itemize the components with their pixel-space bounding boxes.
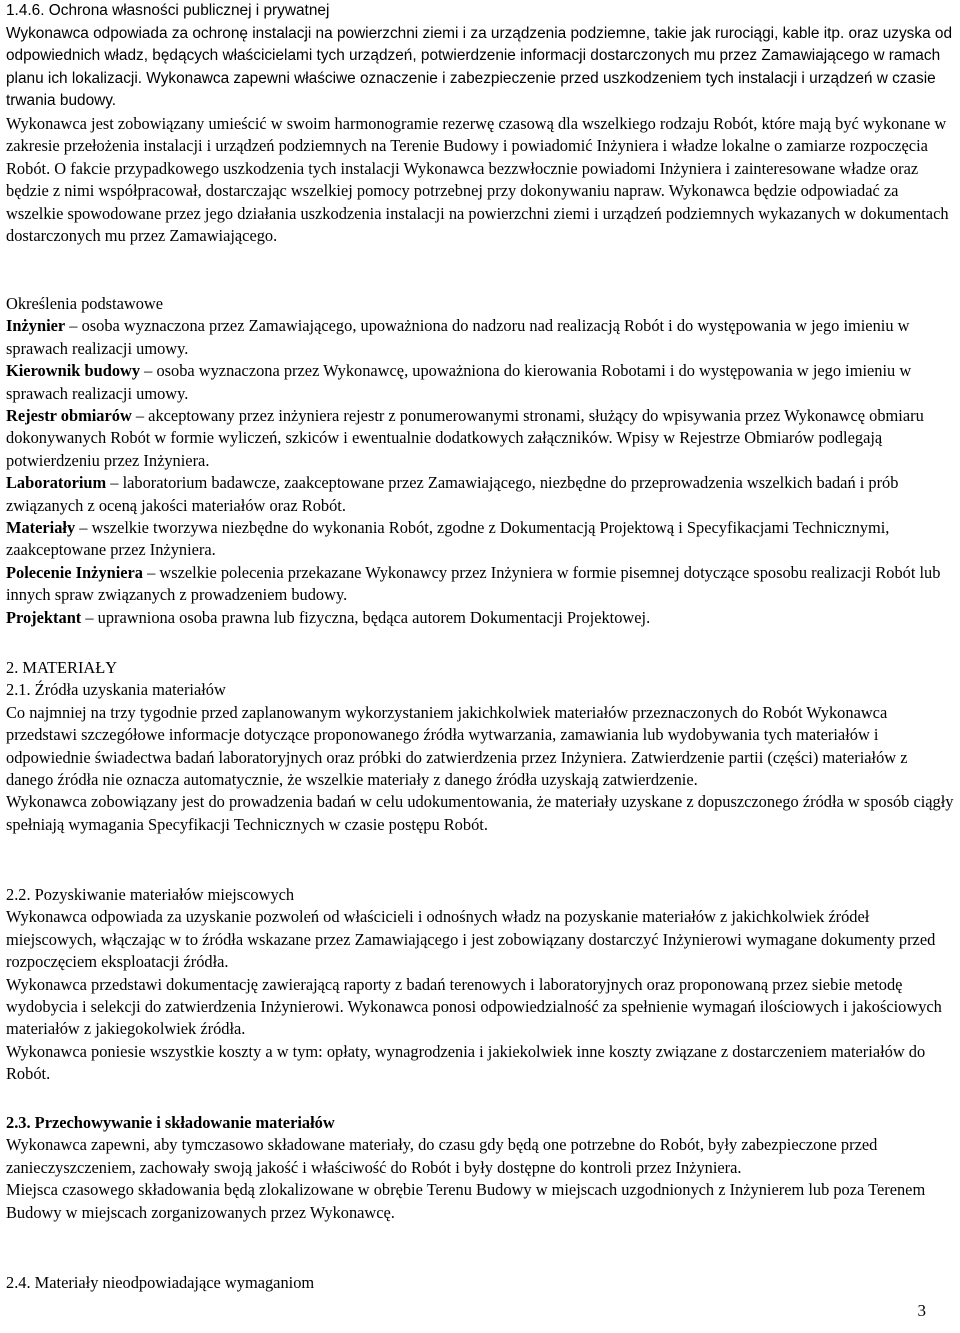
subsection-heading: 2.1. Źródła uzyskania materiałów <box>6 680 226 700</box>
definition-item <box>6 360 956 405</box>
definition-text: – wszelkie tworzywa niezbędne do wykonania Robót, zgodne z Dokumentacją Projektową i Specyfikacjami Technicznymi, zaakceptowane przez Inżyniera. <box>6 518 890 560</box>
section-heading: 2. MATERIAŁY <box>6 658 118 677</box>
definition-item <box>6 472 956 517</box>
definition-item <box>6 315 956 360</box>
definition-item <box>6 562 956 607</box>
definition-item <box>6 405 956 472</box>
section-2-3 <box>6 1112 956 1224</box>
definitions-section <box>6 293 956 629</box>
definition-term: Inżynier <box>6 316 66 336</box>
definition-term: Materiały <box>6 518 76 538</box>
paragraph: Wykonawca zobowiązany jest do prowadzenia badań w celu udokumentowania, że materiały uzyskane z dopuszczonego źródła w sposób ciągły spełniają wymagania Specyfikacji Technicznych w czasie postępu Robót. <box>6 792 954 834</box>
definition-term: Rejestr obmiarów <box>6 406 132 426</box>
section-2-materials <box>6 657 956 836</box>
section-1-4-6-continued <box>6 113 956 247</box>
paragraph: Wykonawca przedstawi dokumentację zawierającą raporty z badań terenowych i laboratoryjnych oraz proponowaną przez siebie metodę wydobycia i selekcji do zatwierdzenia Inżynierowi. Wykonawca ponosi odpowiedzialność za spełnienie wymagań ilościowych i jakościowych materiałów z jakiegokolwiek źródła. <box>6 974 942 1039</box>
definition-text: – uprawniona osoba prawna lub fizyczna, będąca autorem Dokumentacji Projektowej. <box>81 607 651 627</box>
paragraph: Wykonawca odpowiada za uzyskanie pozwoleń od właścicieli i odnośnych władz na pozyskanie materiałów z jakichkolwiek źródeł miejscowych, włączając w to źródła wskazane przez Zamawiającego i jest zobowiązany dostarczyć Inżynierowi wymagane dokumenty przed rozpoczęciem eksploatacji źródła. <box>6 907 936 972</box>
definition-term: Projektant <box>6 607 82 627</box>
definition-term: Laboratorium <box>6 473 107 493</box>
section-2-2 <box>6 884 956 1086</box>
paragraph: Wykonawca zapewni, aby tymczasowo składowane materiały, do czasu gdy będą one potrzebne do Robót, były zabezpieczone przed zanieczyszczeniem, zachowały swoją jakość i właściwość do Robót i były dostępne do kontroli przez Inżyniera. <box>6 1135 878 1177</box>
paragraph: Wykonawca poniesie wszystkie koszty a w tym: opłaty, wynagrodzenia i jakiekolwiek inne koszty związane z dostarczeniem materiałów do Robót. <box>6 1041 926 1084</box>
definition-item <box>6 517 956 562</box>
page-number: 3 <box>917 1301 926 1320</box>
definitions-heading: Określenia podstawowe <box>6 294 164 313</box>
subsection-heading: 2.3. Przechowywanie i składowanie materiałów <box>6 1113 335 1132</box>
definition-term: Polecenie Inżyniera <box>6 562 144 582</box>
paragraph: Miejsca czasowego składowania będą zlokalizowane w obrębie Terenu Budowy w miejscach uzgodnionych z Inżynierem lub poza Terenem Budowy w miejscach zorganizowanych przez Wykonawcę. <box>6 1180 926 1222</box>
definition-text: – osoba wyznaczona przez Zamawiającego, upoważniona do nadzoru nad realizacją Robót i do występowania w jego imieniu w sprawach realizacji umowy. <box>6 316 910 358</box>
paragraph: Wykonawca jest zobowiązany umieścić w swoim harmonogramie rezerwę czasową dla wszelkiego rodzaju Robót, które mają być wykonane w zakresie przełożenia instalacji i urządzeń podziemnych na Terenie Budowy i powiadomić Inżyniera i władze lokalne o zamiarze rozpoczęcia Robót. O fakcie przypadkowego uszkodzenia tych instalacji Wykonawca bezzwłocznie powiadomi Inżyniera i zainteresowane władze oraz będzie z nimi współpracował, dostarczając wszelkiej pomocy potrzebnej przy dokonywaniu napraw. Wykonawca będzie odpowiadać za wszelkie spowodowane przez jego działania uszkodzenia instalacji na powierzchni ziemi i urządzeń podziemnych wykazanych w dokumentach dostarczonych mu przez Zamawiającego. <box>6 114 949 246</box>
definition-item <box>6 607 956 629</box>
definition-text: – wszelkie polecenia przekazane Wykonawcy przez Inżyniera w formie pisemnej dotyczące sposobu realizacji Robót lub innych spraw związanych z prowadzeniem budowy. <box>6 562 941 605</box>
definition-text: – akceptowany przez inżyniera rejestr z ponumerowanymi stronami, służący do wpisywania przez Wykonawcę obmiaru dokonywanych Robót w formie wyliczeń, szkiców i ewentualnie dodatkowych załączników. Wpisy w Rejestrze Obmiarów podlegają potwierdzeniu przez Inżyniera. <box>6 406 924 470</box>
subsection-heading: 2.2. Pozyskiwanie materiałów miejscowych <box>6 885 295 904</box>
definition-text: – osoba wyznaczona przez Wykonawcę, upoważniona do kierowania Robotami i do występowania w jego imieniu w sprawach realizacji umowy. <box>6 361 912 403</box>
section-heading: 1.4.6. Ochrona własności publicznej i prywatnej <box>6 2 330 19</box>
subsection-heading: 2.4. Materiały nieodpowiadające wymaganiom <box>6 1273 315 1292</box>
definition-term: Kierownik budowy <box>6 361 141 381</box>
section-2-4 <box>6 1272 956 1294</box>
section-1-4-6 <box>6 0 956 113</box>
paragraph: Wykonawca odpowiada za ochronę instalacji na powierzchni ziemi i za urządzenia podziemne, takie jak rurociągi, kable itp. oraz uzyska od odpowiednich władz, będących właścicielami tych urządzeń, potwierdzenie informacji dostarczonych mu przez Zamawiającego w ramach planu ich lokalizacji. Wykonawca zapewni właściwe oznaczenie i zabezpieczenie przed uszkodzeniem tych instalacji i urządzeń w czasie trwania budowy. <box>6 24 953 110</box>
definition-text: – laboratorium badawcze, zaakceptowane przez Zamawiającego, niezbędne do przeprowadzenia wszelkich badań i prób związanych z oceną jakości materiałów oraz Robót. <box>6 473 899 515</box>
paragraph: Co najmniej na trzy tygodnie przed zaplanowanym wykorzystaniem jakichkolwiek materiałów przeznaczonych do Robót Wykonawca przedstawi szczegółowe informacje dotyczące proponowanego źródła wytwarzania, zamawiania lub wydobywania tych materiałów i odpowiednie świadectwa badań laboratoryjnych oraz próbki do zatwierdzenia przez Inżyniera. Zatwierdzenie partii (części) materiałów z danego źródła nie oznacza automatycznie, że wszelkie materiały z danego źródła uzyskają zatwierdzenie. <box>6 702 908 790</box>
